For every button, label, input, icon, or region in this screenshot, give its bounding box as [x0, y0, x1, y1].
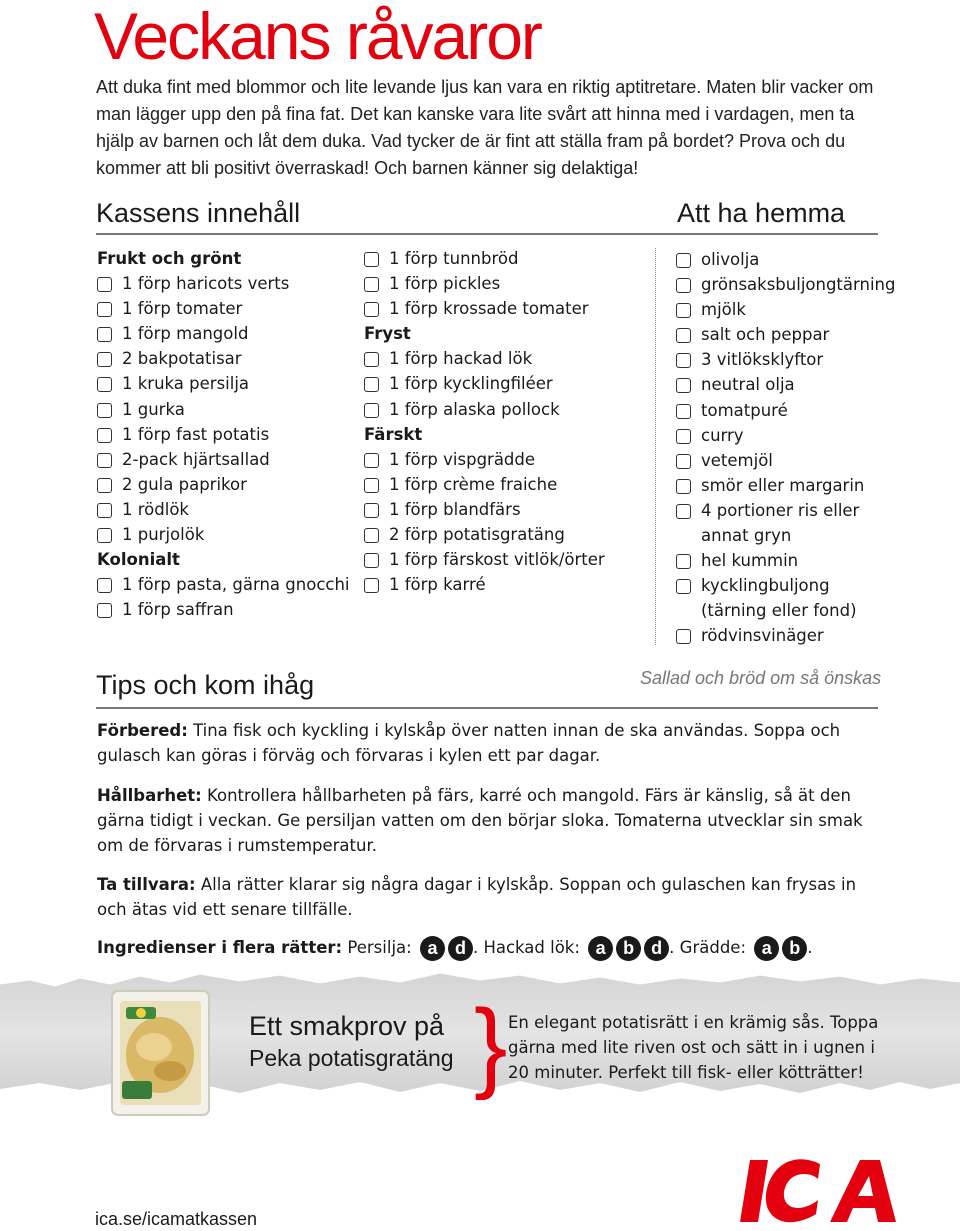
hallbarhet-label: Hållbarhet: — [97, 786, 202, 805]
end-punctuation: . — [807, 938, 813, 957]
checkbox[interactable] — [676, 579, 691, 594]
checklist-item-label: 1 förp fast potatis — [122, 424, 270, 444]
category-label: Fryst — [364, 324, 411, 344]
intro-text: Att duka fint med blommor och lite levande ljus kan vara en riktig aptitretare. Maten blir vacker om man lägger upp den på fina fat. Det kan kanske vara lite svårt att hinna med i vardagen, men ta hjälp av barnen och låt dem duka. Vad tycker de är fint att ställa fram på bordet? Prova och du kommer att bli positivt överraskad! Och barnen känner sig delaktiga! — [96, 77, 874, 178]
checklist-item-label: 2 förp potatisgratäng — [389, 525, 565, 545]
checkbox[interactable] — [676, 454, 691, 469]
checklist-item — [97, 447, 352, 472]
checkbox[interactable] — [97, 377, 112, 392]
checkbox[interactable] — [364, 352, 379, 367]
tillvara-text: Alla rätter klarar sig några dagar i kylskåp. Soppan och gulaschen kan frysas in och ätas vid ett senare tillfälle. — [97, 875, 857, 919]
checkbox[interactable] — [676, 278, 691, 293]
checkbox[interactable] — [97, 528, 112, 543]
checklist-item-label: 1 gurka — [122, 399, 185, 419]
smakprov-title: Ett smakprov på — [249, 1011, 445, 1041]
checklist-item — [676, 423, 906, 448]
recipe-badge: d — [644, 936, 669, 961]
checklist-item — [97, 321, 352, 346]
checklist-item-continuation — [676, 523, 906, 548]
forbered-label: Förbered: — [97, 721, 188, 740]
checklist-item-label: 1 förp karré — [389, 575, 486, 595]
checkbox[interactable] — [97, 403, 112, 418]
persilja-badges — [417, 938, 473, 957]
checklist-item-label: hel kummin — [701, 551, 799, 571]
column-divider — [655, 248, 656, 645]
checklist-item-label: rödvinsvinäger — [701, 626, 824, 646]
checklist-item — [364, 271, 634, 296]
checkbox[interactable] — [676, 629, 691, 644]
checklist-item — [364, 447, 634, 472]
kassens-column-2 — [364, 246, 634, 597]
checklist-item — [364, 246, 634, 271]
checklist-item — [97, 346, 352, 371]
checklist-item-label: 1 förp kycklingfiléer — [389, 374, 553, 394]
checklist-item — [364, 296, 634, 321]
checkbox[interactable] — [676, 504, 691, 519]
checklist-item — [97, 397, 352, 422]
checklist-item-label: 1 förp pickles — [389, 274, 501, 294]
recipe-badge: d — [448, 936, 473, 961]
category-label: Färskt — [364, 424, 423, 444]
checklist-item — [676, 548, 906, 573]
checkbox[interactable] — [676, 253, 691, 268]
smakprov-subtitle: Peka potatisgratäng — [249, 1045, 454, 1071]
checkbox[interactable] — [676, 303, 691, 318]
checklist-item — [676, 473, 906, 498]
checklist-item — [97, 271, 352, 296]
recipe-badge: a — [588, 936, 613, 961]
hemma-heading: Att ha hemma — [677, 198, 846, 228]
checklist-item — [676, 398, 906, 423]
checklist-item-label: 1 förp alaska pollock — [389, 399, 560, 419]
forbered-text: Tina fisk och kyckling i kylskåp över natten innan de ska användas. Soppa och gulasch kan göras i förväg och förvaras i kylen ett par dagar. — [97, 721, 841, 765]
checkbox[interactable] — [364, 578, 379, 593]
checkbox[interactable] — [676, 378, 691, 393]
lok-badges — [585, 938, 669, 957]
kassens-heading: Kassens innehåll — [96, 198, 301, 228]
red-brace: } — [474, 989, 508, 1101]
tips-ingredienser — [97, 935, 887, 961]
checkbox[interactable] — [364, 503, 379, 518]
checklist-item-label: salt och peppar — [701, 325, 830, 345]
checklist-item — [676, 347, 906, 372]
checkbox[interactable] — [97, 428, 112, 443]
persilja-label: Persilja: — [342, 938, 412, 957]
checklist-item-label: 1 förp pasta, gärna gnocchi — [122, 575, 350, 595]
checklist-item — [364, 547, 634, 572]
checkbox[interactable] — [97, 453, 112, 468]
checklist-item-label: 1 förp hackad lök — [389, 349, 533, 369]
checklist-item-label: 1 förp tomater — [122, 299, 243, 319]
checklist-item — [97, 597, 352, 622]
checklist-item — [97, 371, 352, 396]
smakprov-text: En elegant potatisrätt i en krämig sås. Toppa gärna med lite riven ost och sätt in i ugnen i 20 minuter. Perfekt till fisk- eller kötträtter! — [508, 1013, 879, 1082]
page-title: Veckans råvaror — [94, 0, 541, 73]
checklist-item — [97, 572, 352, 597]
checklist-item-label: 1 rödlök — [122, 499, 189, 519]
product-image — [108, 985, 213, 1120]
recipe-badge: b — [782, 936, 807, 961]
checklist-item-label: 1 förp vispgrädde — [389, 449, 536, 469]
checklist-item — [364, 497, 634, 522]
checklist-item-label: vetemjöl — [701, 450, 773, 470]
checkbox[interactable] — [97, 302, 112, 317]
checklist-item-label: 2 bakpotatisar — [122, 349, 242, 369]
checkbox[interactable] — [97, 352, 112, 367]
checklist-item — [364, 346, 634, 371]
checklist-item-label: kycklingbuljong — [701, 576, 830, 596]
recipe-badge: a — [754, 936, 779, 961]
checkbox[interactable] — [676, 328, 691, 343]
checkbox[interactable] — [676, 554, 691, 569]
checkbox[interactable] — [364, 277, 379, 292]
tillvara-label: Ta tillvara: — [97, 875, 196, 894]
checklist-item — [364, 522, 634, 547]
sallad-note: Sallad och bröd om så önskas — [640, 668, 882, 688]
tips-forbered — [97, 718, 887, 768]
section-divider — [96, 233, 878, 235]
hallbarhet-text: Kontrollera hållbarheten på färs, karré och mangold. Färs är känslig, så ät den gärna tidigt i veckan. Ge persiljan vatten om den börjar sloka. Tomaterna utvecklar sin smak om de förvaras i rumstemperatur. — [97, 786, 863, 855]
tips-heading: Tips och kom ihåg — [96, 670, 315, 700]
checklist-item — [97, 472, 352, 497]
checklist-item-label: 3 vitlöksklyftor — [701, 350, 824, 370]
checkbox[interactable] — [364, 252, 379, 267]
checklist-item — [97, 422, 352, 447]
ica-logo — [738, 1150, 898, 1224]
gradde-label: . Grädde: — [669, 938, 746, 957]
checklist-item-label: tomatpuré — [701, 400, 788, 420]
checklist-item-label: 1 förp crème fraiche — [389, 474, 558, 494]
checklist-item — [676, 498, 906, 523]
tips-tillvara — [97, 872, 887, 922]
checklist-item-label: 1 förp blandfärs — [389, 499, 521, 519]
checklist-item-label: 1 förp färskost vitlök/örter — [389, 550, 605, 570]
checklist-item — [676, 272, 906, 297]
checklist-item-label: 1 purjolök — [122, 525, 205, 545]
checklist-item-label: grönsaksbuljongtärning — [701, 275, 896, 295]
category-label: Frukt och grönt — [97, 249, 242, 268]
checkbox[interactable] — [676, 353, 691, 368]
checkbox[interactable] — [97, 503, 112, 518]
recipe-badge: b — [616, 936, 641, 961]
checklist-item — [364, 371, 634, 396]
checkbox[interactable] — [676, 429, 691, 444]
checkbox[interactable] — [97, 277, 112, 292]
checklist-item-label: 1 förp saffran — [122, 600, 234, 620]
checklist-item-label: olivolja — [701, 250, 760, 269]
checkbox[interactable] — [97, 578, 112, 593]
checklist-item-label: mjölk — [701, 300, 746, 320]
checkbox[interactable] — [364, 302, 379, 317]
checklist-item-label: 1 förp haricots verts — [122, 274, 290, 294]
checklist-item-label: curry — [701, 425, 744, 445]
footer-url[interactable]: ica.se/icamatkassen — [95, 1209, 258, 1229]
gradde-badges — [751, 938, 807, 957]
checklist-item — [676, 297, 906, 322]
checklist-item — [676, 322, 906, 347]
checkbox[interactable] — [97, 603, 112, 618]
checkbox[interactable] — [364, 377, 379, 392]
tips-hallbarhet — [97, 783, 887, 858]
checklist-item — [97, 497, 352, 522]
checklist-item-label: 2-pack hjärtsallad — [122, 449, 270, 469]
checklist-item-label: 2 gula paprikor — [122, 474, 247, 494]
checklist-item-label: 1 förp tunnbröd — [389, 249, 519, 268]
checkbox[interactable] — [97, 478, 112, 493]
checklist-item — [676, 448, 906, 473]
recipe-badge: a — [420, 936, 445, 961]
ingredienser-label: Ingredienser i flera rätter: — [97, 938, 343, 957]
tips-divider — [96, 707, 878, 709]
checklist-item — [97, 296, 352, 321]
checklist-item — [364, 472, 634, 497]
checklist-item-label: smör eller margarin — [701, 475, 865, 495]
checklist-item — [676, 623, 906, 648]
kassens-column-1 — [97, 246, 352, 622]
checklist-item-label: 4 portioner ris eller — [701, 500, 860, 520]
checkbox[interactable] — [364, 528, 379, 543]
checklist-item — [676, 573, 906, 598]
checklist-item — [676, 372, 906, 397]
checkbox[interactable] — [364, 553, 379, 568]
checkbox[interactable] — [97, 327, 112, 342]
checklist-item-continuation — [676, 598, 906, 623]
checklist-item — [97, 522, 352, 547]
hemma-column — [676, 247, 906, 649]
checklist-item-label: (tärning eller fond) — [701, 601, 857, 621]
checklist-item-label: neutral olja — [701, 375, 795, 395]
checklist-item — [676, 247, 906, 272]
checklist-item-label: annat gryn — [701, 526, 792, 546]
checkbox[interactable] — [364, 403, 379, 418]
checklist-item — [364, 572, 634, 597]
lok-label: . Hackad lök: — [472, 938, 580, 957]
category-label: Kolonialt — [97, 550, 180, 570]
checklist-item-label: 1 kruka persilja — [122, 374, 250, 394]
checkbox[interactable] — [676, 404, 691, 419]
checkbox[interactable] — [676, 479, 691, 494]
checklist-item-label: 1 förp krossade tomater — [389, 299, 589, 319]
checklist-item — [364, 397, 634, 422]
checkbox[interactable] — [364, 478, 379, 493]
checklist-item-label: 1 förp mangold — [122, 324, 249, 344]
checkbox[interactable] — [364, 453, 379, 468]
